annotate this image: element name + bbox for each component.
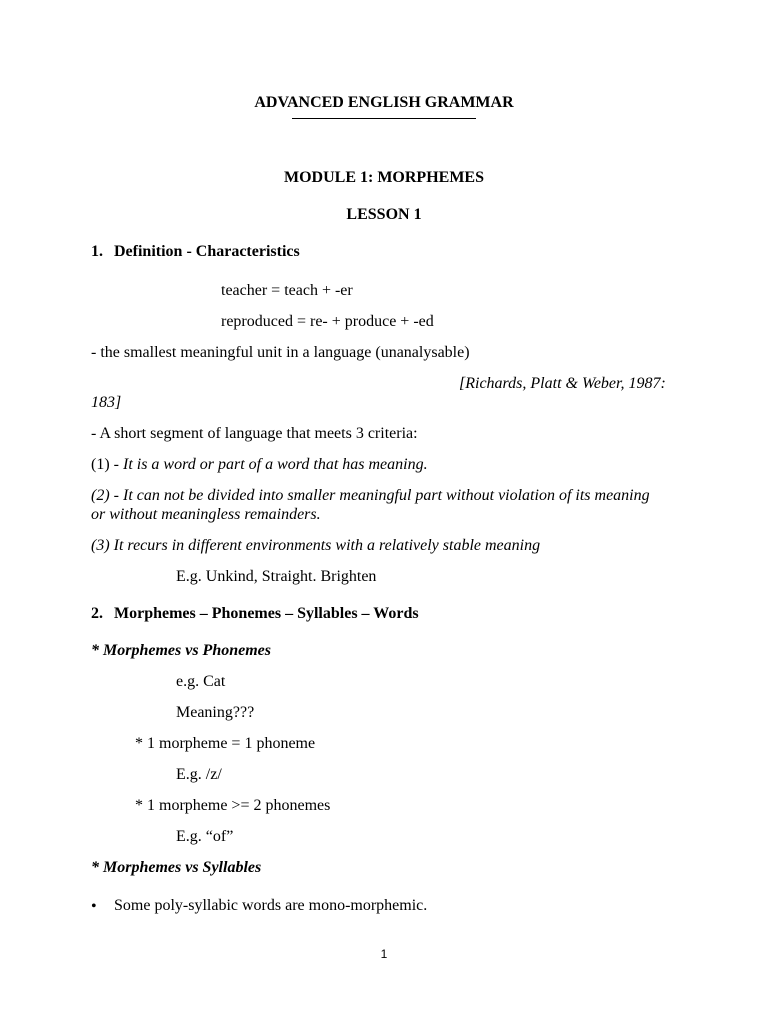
section2-heading: Morphemes – Phonemes – Syllables – Words (114, 605, 419, 622)
definition-text: - the smallest meaningful unit in a language (unanalysable) (91, 344, 470, 361)
section2-number: 2. (91, 605, 103, 622)
example-of: E.g. “of” (176, 828, 234, 845)
citation: [Richards, Platt & Weber, 1987: (459, 375, 666, 392)
page-number: 1 (380, 947, 388, 961)
criterion-2-line1: (2) - It can not be divided into smaller meaningful part without violation of its meaning (91, 487, 650, 504)
meaning-question: Meaning??? (176, 704, 255, 721)
example-teacher: teacher = teach + -er (221, 282, 353, 299)
example-z: E.g. /z/ (176, 766, 222, 783)
example-cat: e.g. Cat (176, 673, 226, 690)
module-heading: MODULE 1: MORPHEMES (284, 169, 484, 186)
bullet-icon: • (91, 898, 97, 915)
citation-continued: 183] (91, 394, 122, 411)
rule-one-phoneme: * 1 morpheme = 1 phoneme (135, 735, 316, 752)
example-reproduced: reproduced = re- + produce + -ed (221, 313, 434, 330)
document-title: ADVANCED ENGLISH GRAMMAR (254, 94, 514, 111)
subheading-phonemes: * Morphemes vs Phonemes (91, 642, 271, 659)
criteria-example: E.g. Unkind, Straight. Brighten (176, 568, 377, 585)
rule-two-phonemes: * 1 morpheme >= 2 phonemes (135, 797, 331, 814)
section1-number: 1. (91, 243, 103, 260)
criteria-intro: - A short segment of language that meets 3 criteria: (91, 425, 418, 442)
section1-heading: Definition - Characteristics (114, 243, 300, 260)
lesson-heading: LESSON 1 (346, 206, 422, 223)
title-underline (292, 118, 476, 119)
criterion-3: (3) It recurs in different environments with a relatively stable meaning (91, 537, 541, 554)
criterion-1-prefix: (1) - (91, 456, 123, 473)
bullet-item: Some poly-syllabic words are mono-morphemic. (114, 897, 428, 914)
criterion-2-line2: or without meaningless remainders. (91, 506, 321, 523)
criterion-1 (91, 455, 428, 475)
subheading-syllables: * Morphemes vs Syllables (91, 859, 262, 876)
criterion-1-text: It is a word or part of a word that has meaning. (122, 456, 428, 473)
